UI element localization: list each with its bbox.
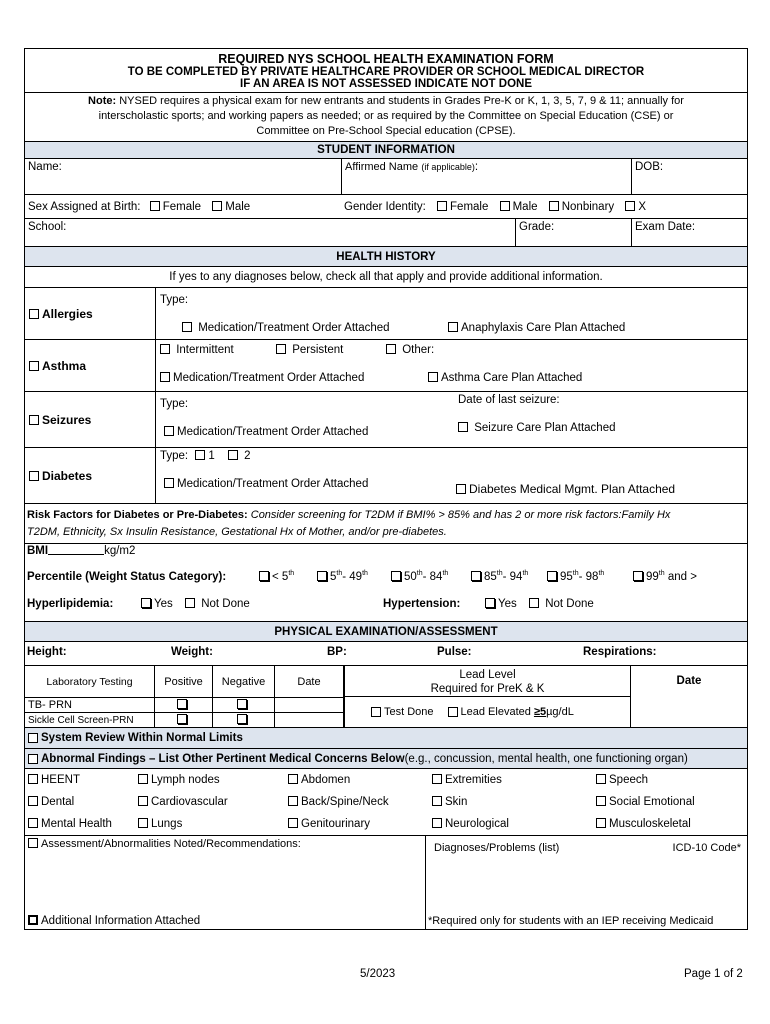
form-subtitle: TO BE COMPLETED BY PRIVATE HEALTHCARE PROVIDER OR SCHOOL MEDICAL DIRECTOR [127, 66, 645, 78]
percentile-50-84-rest: - 84 [422, 570, 443, 583]
asthma-checkbox-group[interactable] [25, 340, 155, 391]
asthma-persistent-checkbox[interactable] [276, 344, 286, 354]
diabetes-checkbox[interactable] [29, 471, 39, 481]
asthma-other-label: Other: [402, 344, 435, 356]
abnormal-findings-checkbox[interactable] [28, 754, 38, 764]
bmi-input[interactable] [48, 545, 104, 555]
diabetes-label: Diabetes [42, 468, 93, 483]
percentile-5-49-sup: th [336, 570, 343, 577]
bp-label: BP: [327, 646, 347, 658]
note-line-3: Committee on Pre-School Special education (CPSE). [256, 125, 516, 137]
student-info-heading: STUDENT INFORMATION [317, 144, 455, 156]
gender-male-label: Male [512, 200, 538, 213]
sickle-label: Sickle Cell Screen-PRN [25, 713, 155, 728]
gender-label: Gender Identity: [344, 200, 426, 213]
seizures-checkbox-group[interactable] [25, 392, 155, 447]
lungs-label: Lungs [151, 818, 183, 830]
hypertension-label: Hypertension: [383, 598, 461, 610]
heent-label: HEENT [41, 774, 80, 786]
system-review-row [25, 727, 747, 748]
diagnoses-label: Diagnoses/Problems (list) [434, 842, 560, 854]
assessment-label: Assessment/Abnormalities Noted/Recommendations: [41, 838, 301, 850]
percentile-lt5-label: < 5 [272, 570, 289, 583]
percentile-50-84-label: 50 [404, 570, 417, 583]
grade-field[interactable] [515, 219, 631, 246]
seizures-checkbox[interactable] [29, 415, 39, 425]
allergies-checkbox[interactable] [29, 309, 39, 319]
social-emotional-checkbox[interactable] [596, 796, 606, 806]
extremities-checkbox[interactable] [432, 774, 442, 784]
diabetes-plan-checkbox[interactable] [456, 484, 466, 494]
bmi-label: BMI [27, 545, 49, 557]
bmi-block [25, 543, 747, 621]
lead-date-field[interactable] [631, 697, 747, 727]
lab-table [24, 665, 344, 728]
asthma-label: Asthma [42, 358, 87, 373]
icd-label: ICD-10 Code* [672, 842, 741, 854]
dob-label: DOB: [635, 161, 664, 173]
note-line-1: NYSED requires a physical exam for new entrants and students in Grades Pre-K or K, 1, 3, 5, 7, 9 & 11; annually for [116, 95, 684, 107]
sex-male-checkbox[interactable] [212, 201, 222, 211]
gender-nonbinary-label: Nonbinary [561, 200, 615, 213]
lead-title: Lead Level [459, 669, 516, 681]
diabetes-type2-label: 2 [244, 450, 251, 462]
health-history-heading: HEALTH HISTORY [336, 250, 436, 263]
percentile-label: Percentile (Weight Status Category): [27, 571, 227, 583]
tb-positive-checkbox[interactable] [177, 699, 187, 709]
lab-header: Laboratory Testing [25, 666, 155, 698]
sex-female-checkbox[interactable] [150, 201, 160, 211]
diabetes-med-label: Medication/Treatment Order Attached [177, 478, 369, 490]
form-header [25, 49, 747, 92]
pulse-label: Pulse: [437, 646, 472, 658]
seizures-type-label: Type: [160, 398, 189, 410]
asthma-persistent-label: Persistent [292, 344, 344, 356]
form-title: REQUIRED NYS SCHOOL HEALTH EXAMINATION FORM [218, 52, 554, 66]
percentile-5-49-rest: - 49 [342, 570, 363, 583]
sickle-negative-checkbox[interactable] [237, 714, 247, 724]
allergies-row [25, 287, 747, 339]
allergies-med-label: Medication/Treatment Order Attached [198, 322, 390, 334]
sex-gender-row [25, 194, 747, 218]
percentile-5-49-checkbox[interactable] [317, 571, 327, 581]
lead-test-done-checkbox[interactable] [371, 707, 381, 717]
percentile-99-sup: th [658, 570, 665, 577]
systems-grid [25, 768, 747, 835]
mental-health-checkbox[interactable] [28, 818, 38, 828]
diabetes-type2-checkbox[interactable] [228, 450, 238, 460]
seizures-details [155, 392, 747, 447]
diabetes-type1-label: 1 [208, 450, 215, 462]
dob-field[interactable] [631, 159, 747, 194]
heent-checkbox[interactable] [28, 774, 38, 784]
abdomen-checkbox[interactable] [288, 774, 298, 784]
risk-label: Risk Factors for Diabetes or Pre-Diabetes: [27, 509, 248, 521]
neurological-checkbox[interactable] [432, 818, 442, 828]
mental-health-label: Mental Health [41, 818, 112, 830]
assessment-row [25, 835, 747, 929]
lead-header [345, 666, 630, 697]
percentile-99-label: 99 [646, 570, 659, 583]
medicaid-note: *Required only for students with an IEP receiving Medicaid [428, 915, 714, 927]
allergies-plan-label: Anaphylaxis Care Plan Attached [461, 322, 626, 334]
skin-checkbox[interactable] [432, 796, 442, 806]
seizures-plan-label: Seizure Care Plan Attached [474, 422, 616, 434]
percentile-85-94-rest: - 94 [502, 570, 523, 583]
seizures-med-checkbox[interactable] [164, 426, 174, 436]
percentile-95-98-checkbox[interactable] [547, 571, 557, 581]
dental-checkbox[interactable] [28, 796, 38, 806]
percentile-95-98-label: 95 [560, 570, 573, 583]
note-block [25, 92, 747, 141]
additional-info-checkbox[interactable] [28, 915, 38, 925]
note-label: Note: [88, 95, 117, 107]
history-instruction: If yes to any diagnoses below, check all that apply and provide additional information. [169, 271, 603, 283]
health-history-title [25, 246, 747, 266]
grade-label: Grade: [519, 221, 555, 233]
asthma-plan-label: Asthma Care Plan Attached [441, 372, 583, 384]
risk-text-1: Consider screening for T2DM if BMI% > 85% and has 2 or more risk factors:Family Hx [247, 509, 671, 521]
tb-label: TB- PRN [25, 698, 155, 713]
sex-male-label: Male [225, 200, 251, 213]
name-label: Name: [28, 161, 62, 173]
cardiovascular-checkbox[interactable] [138, 796, 148, 806]
form-instruction: IF AN AREA IS NOT ASSESSED INDICATE NOT DONE [240, 78, 532, 90]
tb-negative-checkbox[interactable] [237, 699, 247, 709]
percentile-50-84-sup2: th [442, 570, 449, 577]
systems-row-2 [25, 791, 747, 813]
hyperlipidemia-yes-checkbox[interactable] [141, 598, 151, 608]
social-emotional-label: Social Emotional [609, 796, 695, 808]
school-row [25, 218, 747, 246]
asthma-details [155, 340, 747, 391]
name-field[interactable] [25, 159, 341, 194]
positive-header: Positive [155, 666, 213, 698]
percentile-99-rest: and > [664, 570, 697, 583]
lead-subtitle: Required for PreK & K [430, 683, 545, 695]
lead-elevated-label: Lead Elevated [460, 706, 531, 718]
lab-lead-row [25, 665, 747, 727]
sex-female-label: Female [162, 200, 202, 213]
physical-exam-title [25, 621, 747, 641]
hypertension-yes-label: Yes [498, 598, 517, 610]
diabetes-med-checkbox[interactable] [164, 478, 174, 488]
asthma-other-checkbox[interactable] [386, 344, 396, 354]
sickle-positive-checkbox[interactable] [177, 714, 187, 724]
asthma-med-label: Medication/Treatment Order Attached [173, 372, 365, 384]
genitourinary-checkbox[interactable] [288, 818, 298, 828]
date-header: Date [275, 666, 344, 698]
back-spine-neck-checkbox[interactable] [288, 796, 298, 806]
seizures-plan-checkbox[interactable] [458, 422, 468, 432]
vitals-row [25, 641, 747, 665]
lead-options [345, 697, 630, 727]
tb-date-field[interactable] [275, 698, 344, 713]
seizures-last-label: Date of last seizure: [458, 394, 560, 406]
seizures-row [25, 391, 747, 447]
affirmed-hint: (if applicable) [421, 162, 475, 172]
assessment-box[interactable] [25, 836, 425, 929]
hyperlipidemia-label: Hyperlipidemia: [27, 598, 114, 610]
cardiovascular-label: Cardiovascular [151, 796, 228, 808]
gender-male-checkbox[interactable] [500, 201, 510, 211]
sickle-date-field[interactable] [275, 713, 344, 728]
lead-level-box [344, 666, 630, 727]
lead-date-box [630, 666, 747, 727]
lungs-checkbox[interactable] [138, 818, 148, 828]
percentile-lt5-sup: th [288, 570, 295, 577]
school-field[interactable] [25, 219, 515, 246]
history-instruction-row [25, 266, 747, 287]
percentile-5-49-sup2: th [362, 570, 368, 577]
hyperlipidemia-notdone-checkbox[interactable] [185, 598, 195, 608]
percentile-95-98-rest: - 98 [578, 570, 599, 583]
seizures-med-label: Medication/Treatment Order Attached [177, 426, 369, 438]
allergies-type-label: Type: [160, 294, 189, 306]
asthma-plan-checkbox[interactable] [428, 372, 438, 382]
abnormal-findings-example: (e.g., concussion, mental health, one functioning organ) [404, 752, 688, 765]
sex-assigned-group [25, 199, 341, 215]
school-label: School: [28, 221, 67, 233]
asthma-checkbox[interactable] [29, 361, 39, 371]
percentile-85-94-sup2: th [522, 570, 529, 577]
gender-female-label: Female [450, 200, 489, 213]
hyperlipidemia-notdone-label: Not Done [201, 598, 250, 610]
asthma-med-checkbox[interactable] [160, 372, 170, 382]
percentile-50-84-checkbox[interactable] [391, 571, 401, 581]
gender-x-checkbox[interactable] [625, 201, 635, 211]
lead-date-label: Date [676, 675, 702, 687]
gender-nonbinary-checkbox[interactable] [549, 201, 559, 211]
abnormal-findings-label: Abnormal Findings – List Other Pertinent Medical Concerns Below [41, 752, 405, 765]
diabetes-type-label: Type: [160, 450, 189, 462]
system-review-label: System Review Within Normal Limits [41, 732, 243, 744]
asthma-intermittent-label: Intermittent [176, 344, 234, 356]
assessment-checkbox[interactable] [28, 838, 38, 848]
allergies-details [155, 288, 747, 339]
back-spine-neck-label: Back/Spine/Neck [301, 796, 389, 808]
hypertension-yes-checkbox[interactable] [485, 598, 495, 608]
diabetes-plan-label: Diabetes Medical Mgmt. Plan Attached [469, 482, 676, 496]
additional-info-label: Additional Information Attached [41, 915, 201, 927]
lead-unit: µg/dL [546, 706, 574, 718]
gender-x-label: X [638, 200, 647, 213]
affirmed-colon: : [474, 161, 479, 173]
percentile-50-84-sup: th [416, 570, 423, 577]
affirmed-label: Affirmed Name [345, 161, 419, 173]
speech-checkbox[interactable] [596, 774, 606, 784]
percentile-95-98-sup: th [572, 570, 579, 577]
musculoskeletal-label: Musculoskeletal [609, 818, 691, 830]
dental-label: Dental [41, 796, 75, 808]
student-info-title [25, 141, 747, 158]
exam-date-field[interactable] [631, 219, 747, 246]
diagnoses-box[interactable] [425, 836, 747, 929]
weight-label: Weight: [171, 646, 213, 658]
affirmed-name-field[interactable] [341, 159, 631, 194]
exam-date-label: Exam Date: [635, 221, 696, 233]
allergies-checkbox-group[interactable] [25, 288, 155, 339]
lymph-nodes-checkbox[interactable] [138, 774, 148, 784]
diabetes-row [25, 447, 747, 503]
health-exam-form [24, 48, 748, 930]
percentile-lt5-checkbox[interactable] [259, 571, 269, 581]
respirations-label: Respirations: [583, 646, 657, 658]
allergies-med-checkbox[interactable] [182, 322, 192, 332]
skin-label: Skin [445, 796, 468, 808]
neurological-label: Neurological [445, 818, 509, 830]
seizures-label: Seizures [42, 412, 92, 427]
page-number: Page 1 of 2 [684, 968, 743, 980]
note-line-2: interscholastic sports; and working papers as needed; or as required by the Committee on Special Education (CSE) or [98, 110, 674, 122]
negative-header: Negative [213, 666, 275, 698]
diabetes-details [155, 448, 747, 503]
asthma-intermittent-checkbox[interactable] [160, 344, 170, 354]
lead-test-done-label: Test Done [384, 706, 434, 718]
asthma-row [25, 339, 747, 391]
bmi-unit: kg/m2 [104, 545, 136, 557]
abdomen-label: Abdomen [301, 774, 351, 786]
systems-row-3 [25, 813, 747, 835]
sex-label: Sex Assigned at Birth: [28, 200, 141, 213]
percentile-99-checkbox[interactable] [633, 571, 643, 581]
diabetes-type1-checkbox[interactable] [195, 450, 205, 460]
risk-factors-block [25, 503, 747, 543]
systems-row-1 [25, 769, 747, 791]
gender-female-checkbox[interactable] [437, 201, 447, 211]
diabetes-checkbox-group[interactable] [25, 448, 155, 503]
height-label: Height: [27, 646, 67, 658]
hypertension-notdone-label: Not Done [545, 598, 594, 610]
lead-threshold: ≥5 [533, 706, 547, 718]
allergies-label: Allergies [42, 306, 93, 321]
gender-identity-group [341, 199, 747, 215]
percentile-85-94-sup: th [496, 570, 503, 577]
percentile-5-49-label: 5 [330, 570, 337, 583]
name-row [25, 158, 747, 194]
lead-elevated-checkbox[interactable] [448, 707, 458, 717]
physical-exam-heading: PHYSICAL EXAMINATION/ASSESSMENT [274, 625, 498, 638]
system-review-checkbox[interactable] [28, 733, 38, 743]
allergies-plan-checkbox[interactable] [448, 322, 458, 332]
extremities-label: Extremities [445, 774, 502, 786]
hyperlipidemia-yes-label: Yes [154, 598, 173, 610]
form-version: 5/2023 [360, 968, 396, 980]
lymph-nodes-label: Lymph nodes [151, 774, 220, 786]
musculoskeletal-checkbox[interactable] [596, 818, 606, 828]
percentile-85-94-label: 85 [484, 570, 497, 583]
percentile-95-98-sup2: th [598, 570, 605, 577]
percentile-85-94-checkbox[interactable] [471, 571, 481, 581]
speech-label: Speech [609, 774, 649, 786]
genitourinary-label: Genitourinary [301, 818, 371, 830]
hypertension-notdone-checkbox[interactable] [529, 598, 539, 608]
abnormal-findings-row [25, 748, 747, 768]
risk-text-2: T2DM, Ethnicity, Sx Insulin Resistance, Gestational Hx of Mother, and/or pre-diabetes. [27, 526, 447, 538]
